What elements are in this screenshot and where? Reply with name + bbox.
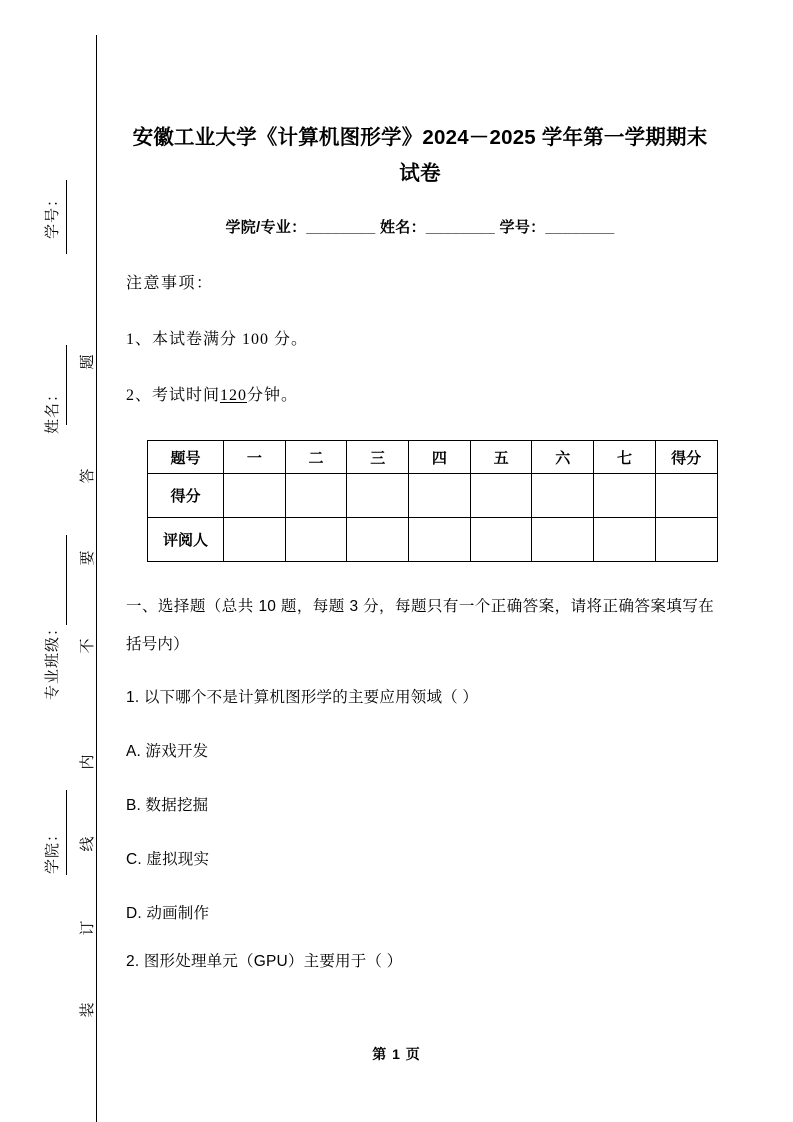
- seal-char-2: 答: [80, 468, 96, 484]
- seal-char-7: 订: [80, 920, 96, 936]
- question-1: [126, 664, 714, 712]
- exam-paper-body: [126, 0, 714, 1122]
- score-row-label-score: 得分: [148, 474, 224, 518]
- note-2-after: 分钟。: [247, 387, 299, 404]
- score-table-header-6: 六: [532, 441, 594, 474]
- note-2-before: 2、考试时间: [126, 387, 221, 404]
- score-cell-0-2[interactable]: [347, 474, 409, 518]
- table-row: [148, 441, 718, 474]
- score-cell-1-4[interactable]: [470, 518, 532, 562]
- page-footer: [0, 1044, 793, 1064]
- note-item-2: [126, 354, 714, 410]
- score-cell-0-3[interactable]: [409, 474, 471, 518]
- score-table-header-1: 一: [224, 441, 286, 474]
- seal-label-college: 学院：: [45, 826, 61, 875]
- question-1-option-a[interactable]: A. 游戏开发: [126, 743, 209, 760]
- seal-char-3: 要: [80, 550, 96, 566]
- score-cell-0-5[interactable]: [532, 474, 594, 518]
- seal-char-6: 线: [80, 836, 96, 852]
- score-table-header-5: 五: [470, 441, 532, 474]
- note-item-1: 1、本试卷满分 100 分。: [126, 331, 309, 348]
- score-cell-0-1[interactable]: [285, 474, 347, 518]
- question-1-option-b[interactable]: B. 数据挖掘: [126, 797, 209, 814]
- score-table-header-7: 七: [594, 441, 656, 474]
- seal-char-8: 装: [80, 1002, 96, 1018]
- table-row: [148, 518, 718, 562]
- score-table-container: [126, 410, 714, 562]
- score-table-header-8: 得分: [655, 441, 717, 474]
- question-2-number: 2.: [126, 953, 140, 970]
- section-one-heading: 一、选择题（总共 10 题，每题 3 分，每题只有一个正确答案，请将正确答案填写在括号内）: [126, 598, 714, 653]
- score-cell-1-0[interactable]: [224, 518, 286, 562]
- score-table: [147, 440, 718, 562]
- seal-blank-class[interactable]: [66, 535, 67, 625]
- score-cell-1-2[interactable]: [347, 518, 409, 562]
- question-2-stem: 图形处理单元（GPU）主要用于（ ）: [143, 953, 403, 970]
- score-table-header-4: 四: [409, 441, 471, 474]
- sealing-line-margin: [0, 0, 100, 1122]
- score-table-header-0: 题号: [148, 441, 224, 474]
- seal-char-4: 不: [80, 638, 96, 654]
- seal-blank-student-id[interactable]: [66, 180, 67, 254]
- page-title: 安徽工业大学《计算机图形学》2024－2025 学年第一学期期末试卷: [132, 126, 708, 185]
- score-table-header-3: 三: [347, 441, 409, 474]
- score-cell-0-6[interactable]: [594, 474, 656, 518]
- score-table-header-2: 二: [285, 441, 347, 474]
- question-1-number: 1.: [126, 689, 140, 706]
- seal-label-student-id: 学号：: [45, 191, 61, 240]
- score-cell-0-0[interactable]: [224, 474, 286, 518]
- seal-blank-college[interactable]: [66, 790, 67, 875]
- seal-char-1: 题: [80, 354, 96, 370]
- score-row-label-reviewer: 评阅人: [148, 518, 224, 562]
- score-cell-1-3[interactable]: [409, 518, 471, 562]
- table-row: [148, 474, 718, 518]
- score-cell-0-7[interactable]: [655, 474, 717, 518]
- score-cell-1-5[interactable]: [532, 518, 594, 562]
- score-cell-0-4[interactable]: [470, 474, 532, 518]
- page-number-label: 第 1 页: [372, 1046, 421, 1062]
- student-info-line: 学院/专业：________ 姓名：________ 学号：________: [225, 219, 615, 236]
- notes-heading: 注意事项：: [126, 275, 214, 292]
- score-cell-1-7[interactable]: [655, 518, 717, 562]
- exam-duration-value: 120: [220, 387, 248, 404]
- question-1-stem: 以下哪个不是计算机图形学的主要应用领域（ ）: [143, 689, 479, 706]
- seal-blank-name[interactable]: [66, 345, 67, 425]
- seal-label-class: 专业班级：: [45, 620, 61, 701]
- seal-label-name: 姓名：: [45, 386, 61, 435]
- score-cell-1-1[interactable]: [285, 518, 347, 562]
- score-cell-1-6[interactable]: [594, 518, 656, 562]
- sealing-vertical-rule: [96, 35, 97, 1122]
- question-1-option-d[interactable]: D. 动画制作: [126, 905, 210, 922]
- seal-char-5: 内: [80, 754, 96, 770]
- question-2: [126, 928, 714, 976]
- question-1-option-c[interactable]: C. 虚拟现实: [126, 851, 210, 868]
